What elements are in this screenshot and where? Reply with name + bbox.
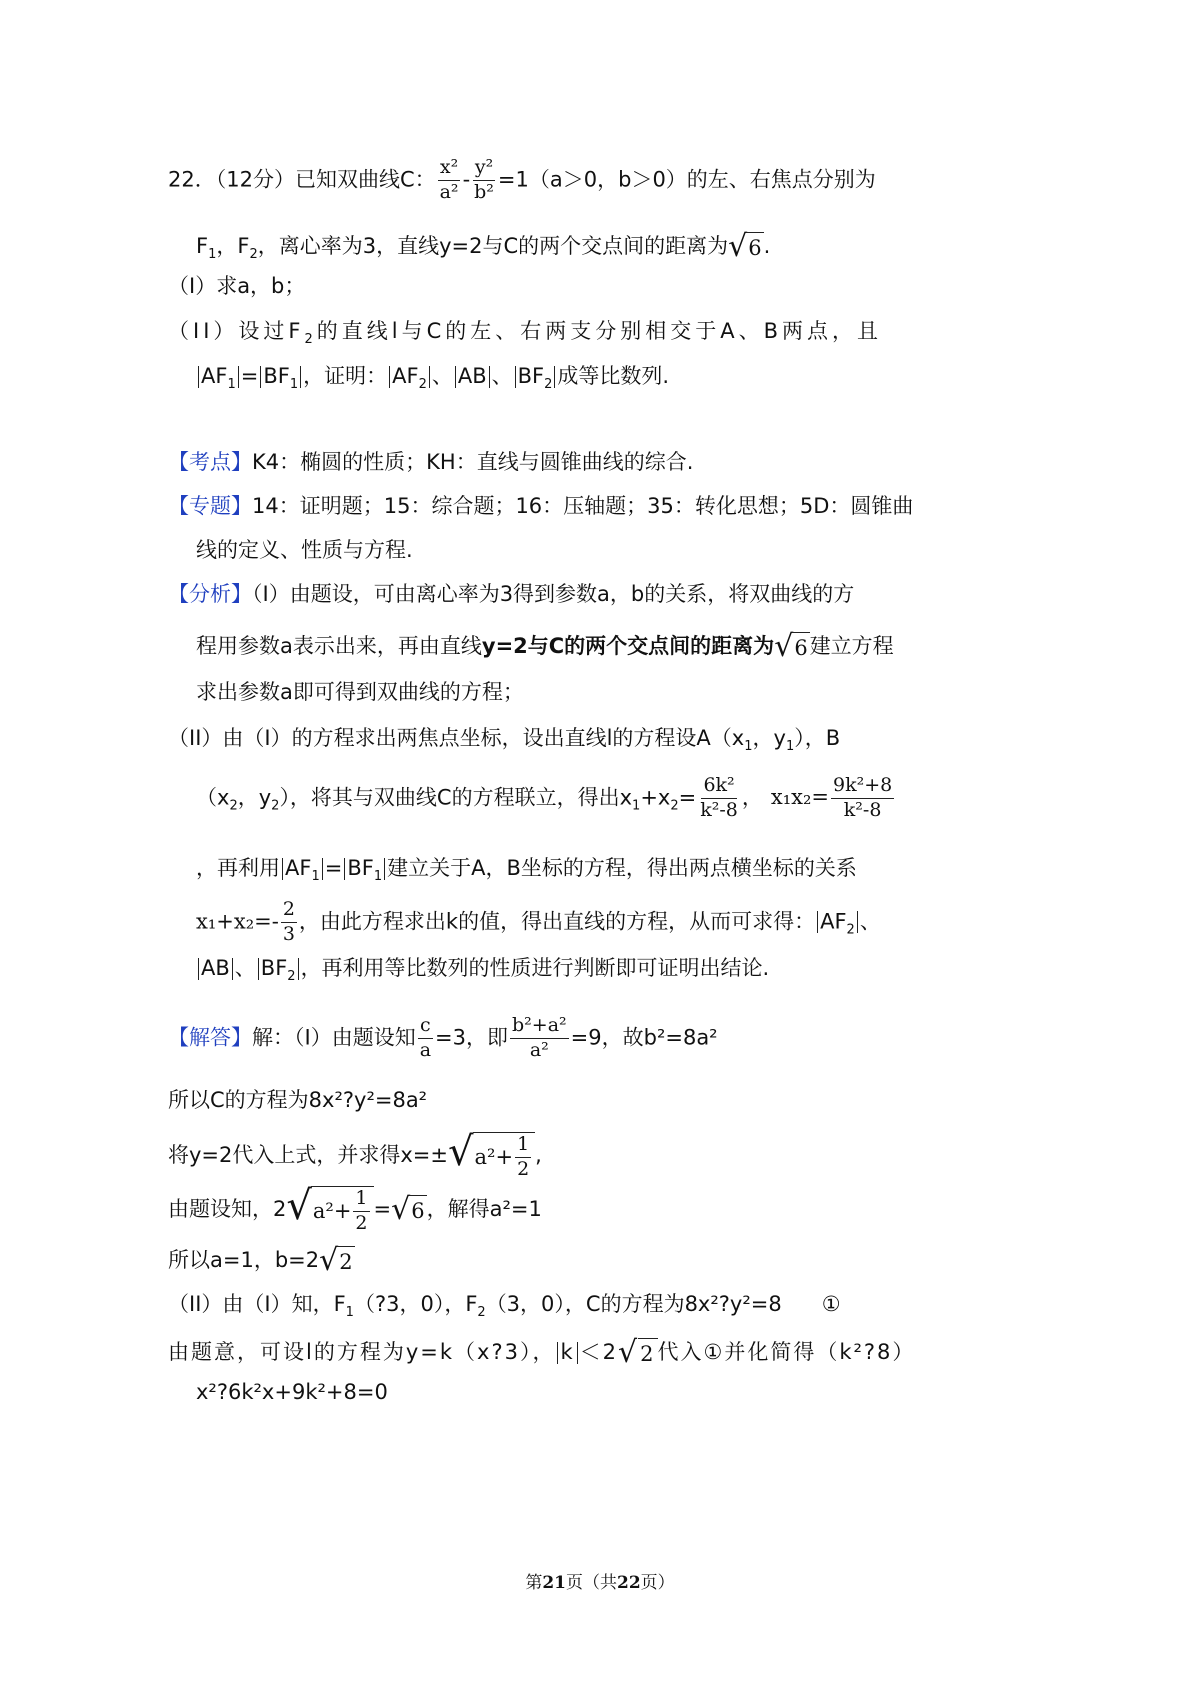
- fraction-x2-a2: $\frac{\text{x²}}{\text{a²}}$: [439, 156, 459, 203]
- fenxi-tag: 【分析】: [168, 582, 252, 606]
- fraction-9k2: $\frac{\text{9k²+8}}{\text{k²-8}}$: [833, 774, 893, 821]
- fenxi-line-2: 程用参数a表示出来，再由直线y=2与C的两个交点间的距离为 √ 6 建立方程: [196, 629, 894, 664]
- problem-line-2: $F_1$，$F_2$，离心率为3，直线y=2与C的两个交点间的距离为 √ 6 .: [196, 229, 771, 264]
- zhuanti-line-1: 【专题】14：证明题；15：综合题；16：压轴题；35：转化思想；5D：圆锥曲: [168, 494, 914, 518]
- fenxi-line-5: （$x_2$，$y_2$），将其与双曲线C的方程联立，得出$x_1+x_2=$ $\frac{\text{6k²}}{\text{k²-8}}$ ， x₁x₂= $\frac{\text{9k²+8}}{\text{k²-8}}$: [196, 774, 893, 821]
- page-footer: 第21页（共22页）: [525, 1573, 675, 1593]
- fraction-y2-b2: $\frac{\text{y²}}{\text{b²}}$: [474, 156, 494, 203]
- kaodian-tag: 【考点】: [168, 450, 252, 474]
- fraction-2-3: $\frac{2}{3}$: [282, 898, 295, 945]
- jieda-line-4: 由题设知，2 √ a²+ $\frac{1}{2}$ = √ 6 ，解得a²=1: [168, 1183, 542, 1234]
- kaodian-line: 【考点】K4：椭圆的性质；KH：直线与圆锥曲线的综合.: [168, 450, 694, 474]
- jieda-line-5: 所以a=1，b=2 √ 2: [168, 1243, 353, 1278]
- jieda-line-1: 【解答】解：（I）由题设知 $\frac{c}{a}$ =3，即 $\frac{\text{b²+a²}}{\text{a²}}$ =9，故b²=8a²: [168, 1014, 718, 1061]
- zhuanti-tag: 【专题】: [168, 494, 252, 518]
- sqrt-6: √ 6: [728, 229, 762, 264]
- sqrt-6-solution: √ 6: [391, 1191, 425, 1227]
- fenxi-line-4: （II）由（I）的方程求出两焦点坐标，设出直线l的方程设$A(x_1$，$y_1$），B: [168, 726, 841, 755]
- part-1: （I）求a，b；: [168, 274, 306, 298]
- sqrt-2: √ 2: [319, 1243, 353, 1278]
- jieda-line-7: 由题意，可设l的方程为y=k（x?3）， k ＜2 √ 2 代入①并化简得（k²?8）: [168, 1335, 916, 1370]
- fenxi-line-7: x₁+x₂=- $\frac{2}{3}$ ，由此方程求出k的值，得出直线的方程，从而可求得： $AF_2$ 、: [196, 898, 881, 945]
- part-2-line-1: （II）设过$F_2$的直线l与C的左、右两支分别相交于A、B两点，且: [168, 319, 883, 348]
- jieda-line-3: 将y=2代入上式，并求得x=± √ a²+ $\frac{1}{2}$ ,: [168, 1129, 542, 1180]
- problem-number: 22．（12分）已知双曲线C：: [168, 167, 436, 192]
- part-2-line-2: $AF_1 = BF_1$ ，证明： $AF_2$ 、 AB 、 $BF_2$ 成等比数列.: [196, 366, 669, 391]
- jieda-line-6: （II）由（I）知，$F_1(?3$，0），$F_2(3$，0），C的方程为8x²?y²=8 ①: [168, 1292, 841, 1321]
- page-total: 22: [617, 1573, 641, 1593]
- problem-line-1: 22．（12分）已知双曲线C： $\frac{\text{x²}}{\text{a²}}$ - $\frac{\text{y²}}{\text{b²}}$ =1（a＞0，b＞0）的左、右焦点分别为: [168, 156, 876, 203]
- page-number: 21: [542, 1573, 566, 1593]
- jieda-line-2: 所以C的方程为8x²?y²=8a²: [168, 1088, 428, 1112]
- sqrt-a2-half: √ a²+ $\frac{1}{2}$: [448, 1132, 535, 1180]
- fenxi-line-8: AB 、 $BF_2$ ，再利用等比数列的性质进行判断即可证明出结论.: [196, 958, 769, 983]
- fenxi-line-3: 求出参数a即可得到双曲线的方程；: [196, 680, 524, 704]
- sqrt-6-analysis: √ 6: [774, 629, 808, 664]
- jieda-tag: 【解答】: [168, 1025, 252, 1050]
- fraction-6k2: $\frac{\text{6k²}}{\text{k²-8}}$: [700, 774, 738, 821]
- fenxi-line-1: 【分析】（I）由题设，可由离心率为3得到参数a，b的关系，将双曲线的方: [168, 582, 855, 606]
- sqrt-2-k: √ 2: [618, 1335, 656, 1370]
- fraction-c-a: $\frac{c}{a}$: [419, 1014, 432, 1061]
- sqrt-a2-half-2: √ a²+ $\frac{1}{2}$: [286, 1186, 373, 1234]
- fenxi-line-6: ，再利用 $AF_1 = BF_1$ 建立关于A，B坐标的方程，得出两点横坐标的关系: [196, 856, 857, 885]
- fraction-b2a2: $\frac{\text{b²+a²}}{\text{a²}}$: [512, 1014, 567, 1061]
- jieda-line-8: x²?6k²x+9k²+8=0: [196, 1380, 388, 1404]
- zhuanti-line-2: 线的定义、性质与方程.: [196, 538, 413, 562]
